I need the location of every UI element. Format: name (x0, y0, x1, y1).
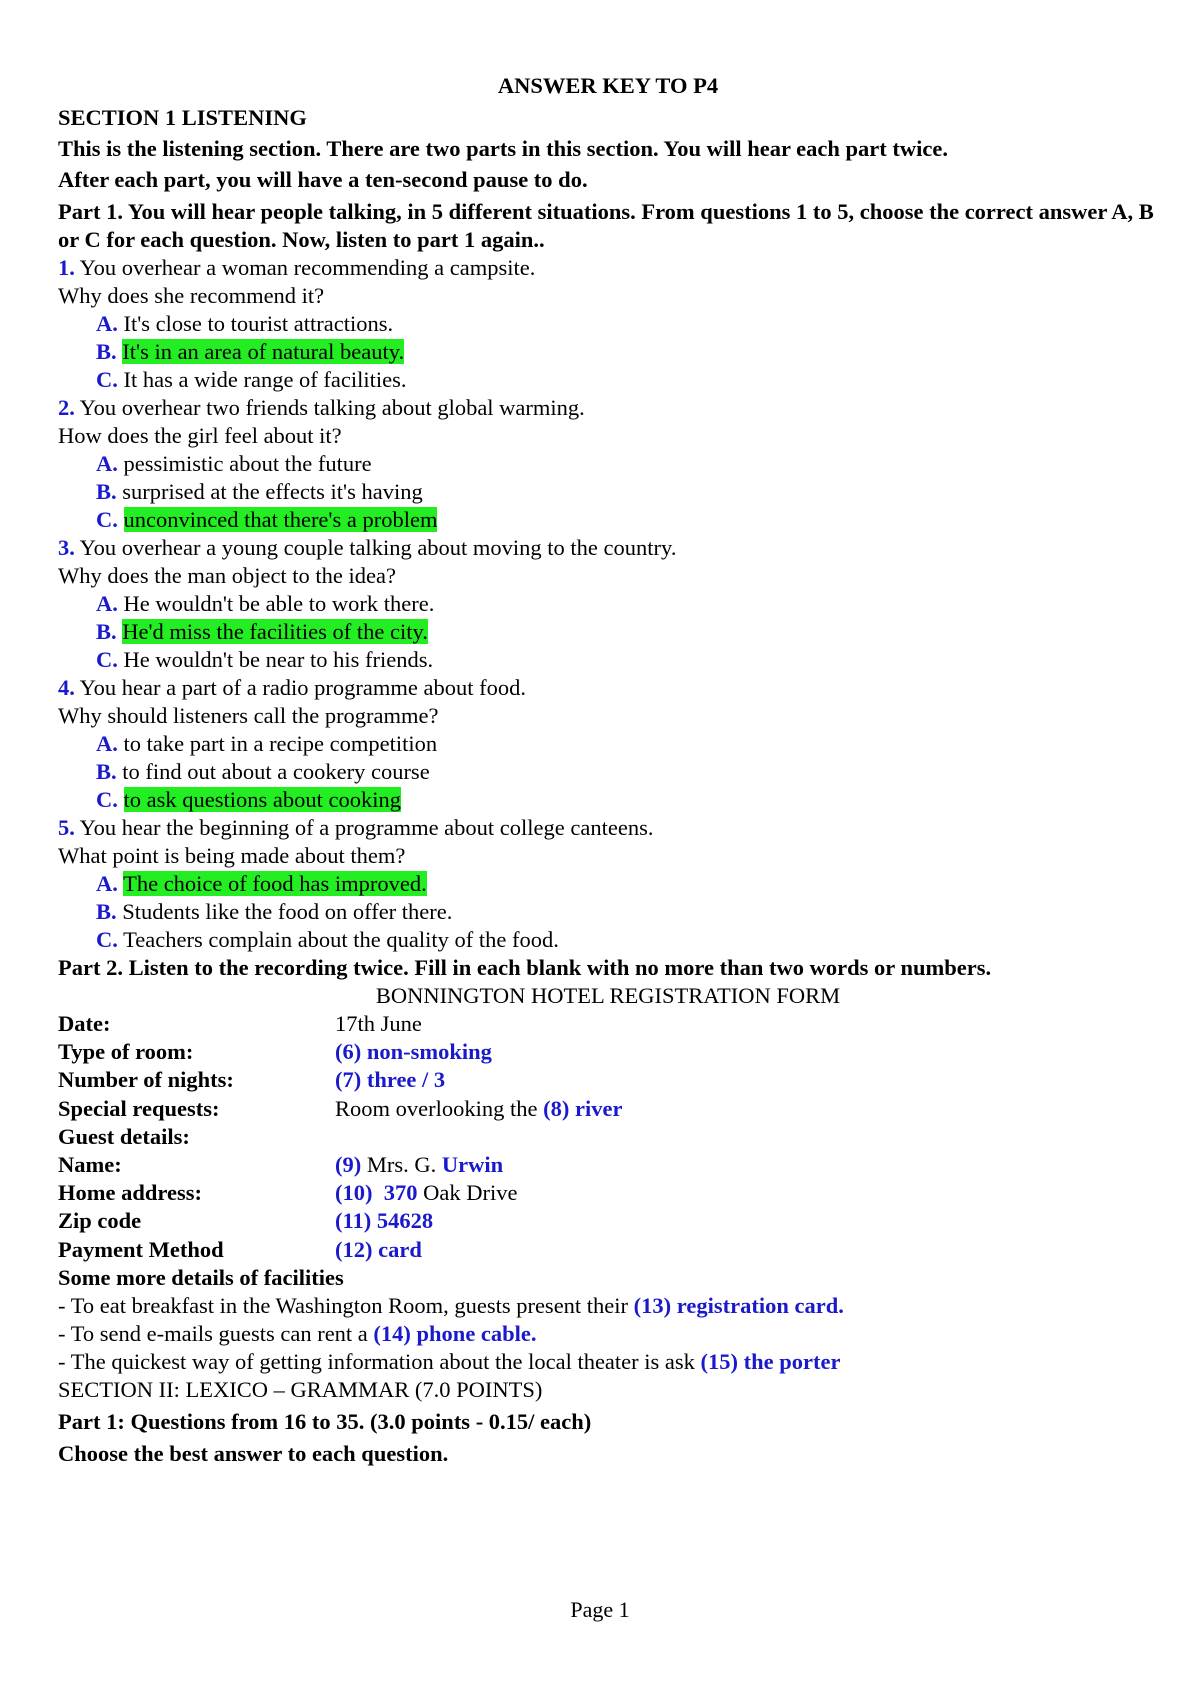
question-1-prompt: Why does she recommend it? (58, 283, 325, 308)
q2-option-b: B. surprised at the effects it's having (96, 479, 423, 504)
q1-option-b-correct: B. It's in an area of natural beauty. (96, 339, 405, 364)
section2-heading: SECTION II: LEXICO – GRAMMAR (7.0 POINTS) (58, 1376, 543, 1402)
question-number: 5. (58, 815, 75, 840)
form-title: BONNINGTON HOTEL REGISTRATION FORM (375, 983, 841, 1008)
question-2: 2. You overhear two friends talking about global warming. (58, 395, 585, 420)
q1-option-a: A. It's close to tourist attractions. (96, 311, 394, 336)
question-number: 3. (58, 535, 75, 560)
highlighted-answer: The choice of food has improved. (123, 871, 427, 896)
q5-option-a-correct: A. The choice of food has improved. (96, 871, 427, 896)
page-number: Page 1 (570, 1597, 630, 1622)
q4-option-a: A. to take part in a recipe competition (96, 731, 438, 756)
answer-14: (14) phone cable. (373, 1320, 537, 1346)
form-row-address: Home address: (10) 370 Oak Drive (58, 1180, 518, 1206)
document-page (58, 70, 1158, 1469)
q5-option-c: C. Teachers complain about the quality of the food. (96, 927, 559, 952)
answer-11: (11) 54628 (335, 1208, 434, 1234)
part1-heading: Part 1. You will hear people talking, in 5 different situations. From questions 1 to 5, choose the correct answer A, B or C for each question. Now, listen to part 1 again.. (58, 199, 1154, 252)
question-3: 3. You overhear a young couple talking about moving to the country. (58, 535, 677, 560)
question-2-prompt: How does the girl feel about it? (58, 423, 342, 448)
form-row-guest-details: Guest details: (58, 1123, 190, 1149)
highlighted-answer: He'd miss the facilities of the city. (122, 619, 428, 644)
form-row-room: Type of room: (6) non-smoking (58, 1038, 1158, 1066)
answer-7: (7) three / 3 (335, 1067, 446, 1093)
question-number: 2. (58, 395, 75, 420)
section1-intro-1: This is the listening section. There are two parts in this section. You will hear each part twice. (58, 136, 948, 161)
answer-10: 370 (383, 1180, 418, 1206)
q5-option-b: B. Students like the food on offer there. (96, 899, 453, 924)
highlighted-answer: It's in an area of natural beauty. (122, 339, 405, 364)
q4-option-b: B. to find out about a cookery course (96, 759, 430, 784)
form-row-payment: Payment Method (12) card (58, 1236, 1158, 1264)
q3-option-a: A. He wouldn't be able to work there. (96, 591, 435, 616)
form-row-requests: Special requests: Room overlooking the (8) river (58, 1095, 623, 1121)
question-1: 1. You overhear a woman recommending a campsite. (58, 255, 536, 280)
facility-line-15: - The quickest way of getting information about the local theater is ask (15) the porter (58, 1348, 841, 1374)
form-row-name: Name: (9) Mrs. G. Urwin (58, 1151, 504, 1177)
document-title: ANSWER KEY TO P4 (497, 73, 719, 98)
form-row-zip: Zip code (11) 54628 (58, 1207, 1158, 1235)
question-4-prompt: Why should listeners call the programme? (58, 703, 439, 728)
answer-9: Urwin (441, 1151, 504, 1177)
answer-12: (12) card (335, 1236, 422, 1262)
facilities-heading: Some more details of facilities (58, 1264, 344, 1290)
facility-line-14: - To send e-mails guests can rent a (14) phone cable. (58, 1320, 537, 1346)
highlighted-answer: unconvinced that there's a problem (123, 507, 438, 532)
answer-8: (8) river (543, 1095, 623, 1121)
q3-option-b-correct: B. He'd miss the facilities of the city. (96, 619, 428, 644)
question-number: 1. (58, 255, 75, 280)
form-row-date: Date: 17th June (58, 1011, 422, 1036)
section2-part1-heading: Part 1: Questions from 16 to 35. (3.0 points - 0.15/ each) (58, 1408, 592, 1434)
question-3-prompt: Why does the man object to the idea? (58, 563, 397, 588)
question-number: 4. (58, 675, 75, 700)
question-5-prompt: What point is being made about them? (58, 843, 406, 868)
question-5: 5. You hear the beginning of a programme about college canteens. (58, 815, 654, 840)
q1-option-c: C. It has a wide range of facilities. (96, 367, 407, 392)
section1-intro-2: After each part, you will have a ten-second pause to do. (58, 166, 588, 192)
part2-heading: Part 2. Listen to the recording twice. Fill in each blank with no more than two words or numbers. (58, 955, 992, 980)
highlighted-answer: to ask questions about cooking (123, 787, 401, 812)
q4-option-c-correct: C. to ask questions about cooking (96, 787, 401, 812)
facility-line-13: - To eat breakfast in the Washington Room, guests present their (13) registration card. (58, 1292, 844, 1318)
answer-13: (13) registration card. (633, 1292, 844, 1318)
q3-option-c: C. He wouldn't be near to his friends. (96, 647, 434, 672)
answer-6: (6) non-smoking (335, 1039, 492, 1065)
q2-option-c-correct: C. unconvinced that there's a problem (96, 507, 438, 532)
section2-instruction: Choose the best answer to each question. (58, 1441, 449, 1467)
answer-15: (15) the porter (700, 1348, 841, 1374)
section1-heading: SECTION 1 LISTENING (58, 105, 307, 130)
q2-option-a: A. pessimistic about the future (96, 451, 372, 476)
question-4: 4. You hear a part of a radio programme about food. (58, 675, 527, 700)
form-row-nights: Number of nights: (7) three / 3 (58, 1066, 1158, 1094)
